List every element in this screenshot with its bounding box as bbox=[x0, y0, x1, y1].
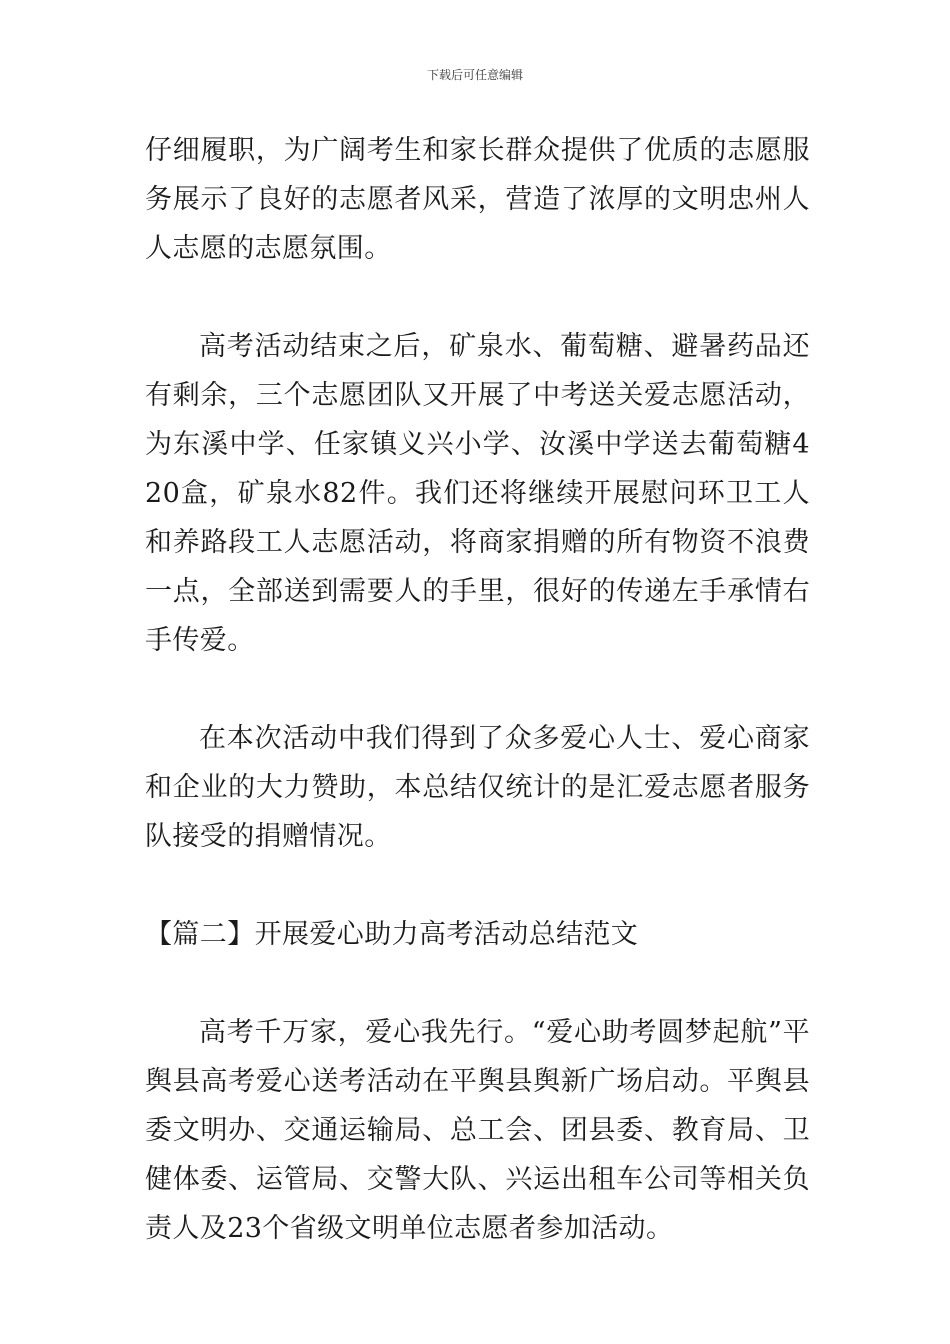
page-header-note: 下载后可任意编辑 bbox=[426, 68, 523, 82]
section-heading: 【篇二】开展爱心助力高考活动总结范文 bbox=[145, 919, 639, 950]
paragraph-1: 仔细履职，为广阔考生和家长群众提供了优质的志愿服务展示了良好的志愿者风采，营造了浓厚的文明忠州人人志愿的志愿氛围。 bbox=[145, 135, 810, 264]
paragraph-gap bbox=[145, 273, 810, 322]
document-body bbox=[145, 126, 810, 1253]
paragraph-2: 高考活动结束之后，矿泉水、葡萄糖、避暑药品还有剩余，三个志愿团队又开展了中考送关爱志愿活动，为东溪中学、任家镇义兴小学、汝溪中学送去葡萄糖420盒，矿泉水82件。我们还将继续开展慰问环卫工人和养路段工人志愿活动，将商家捐赠的所有物资不浪费一点，全部送到需要人的手里，很好的传递左手承情右手传爱。 bbox=[145, 331, 810, 656]
paragraph-gap bbox=[145, 665, 810, 714]
paragraph-3: 在本次活动中我们得到了众多爱心人士、爱心商家和企业的大力赞助，本总结仅统计的是汇爱志愿者服务队接受的捐赠情况。 bbox=[145, 723, 810, 852]
section-paragraph-1: 高考千万家，爱心我先行。“爱心助考圆梦起航”平舆县高考爱心送考活动在平舆县舆新广场启动。平舆县委文明办、交通运输局、总工会、团县委、教育局、卫健体委、运管局、交警大队、兴运出租车公司等相关负责人及23个省级文明单位志愿者参加活动。 bbox=[145, 1017, 810, 1244]
paragraph-gap bbox=[145, 959, 810, 1008]
paragraph-gap bbox=[145, 861, 810, 910]
